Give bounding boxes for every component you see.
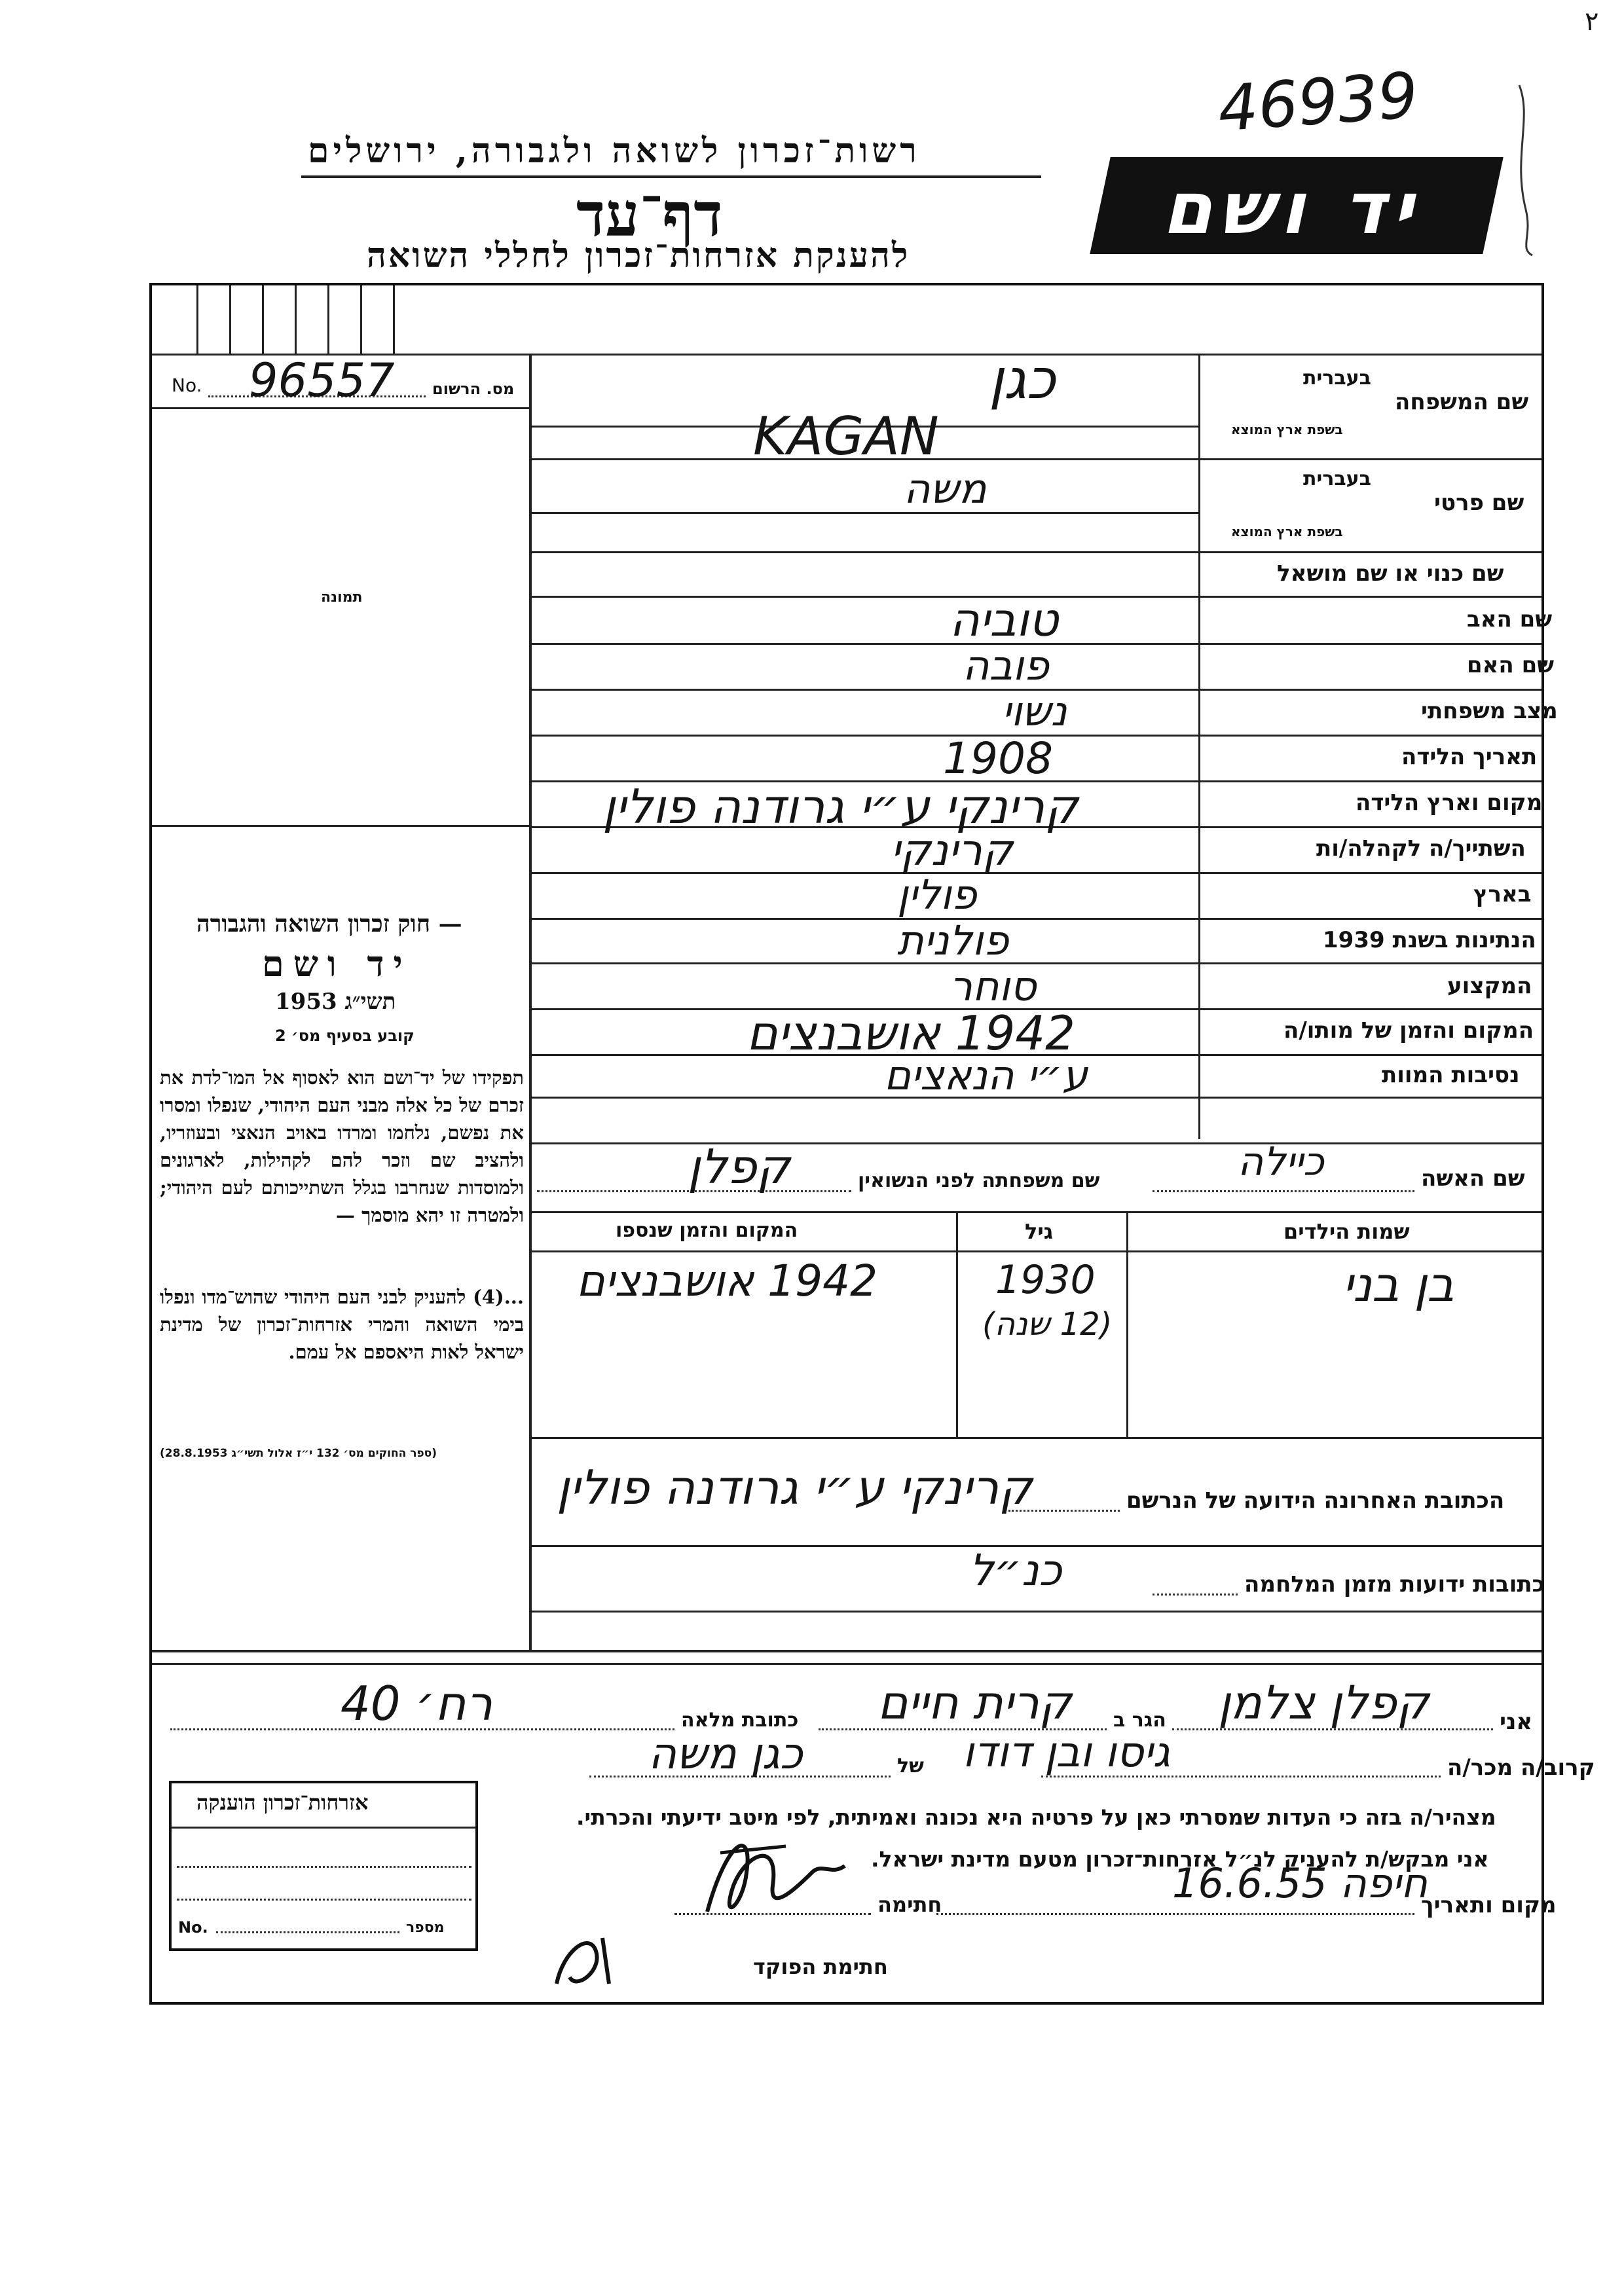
mother-name-value: פובה (963, 642, 1049, 689)
child-death-place-value: 1942 אושבנצים (576, 1256, 878, 1306)
photo-label: תמונה (321, 589, 363, 606)
first-name-hebrew-label: בעברית (1303, 467, 1371, 490)
community-value: קרינקי (891, 825, 1013, 875)
declarant-of-name-value: כגן משה (648, 1728, 803, 1779)
authority-name: רשות־זכרון לשואה ולגבורה, ירושלים (308, 131, 921, 171)
citizenship-number-label: מספר (406, 1920, 445, 1936)
wife-name-value: כיילה (1238, 1139, 1324, 1185)
law-paragraph-2: ...(4) להעניק לבני העם היהודי שהוש־מדו ונפלו בימי השואה והמרי אזרחות־זכרון של מדינת ישראל לאות היאספם אל עמם. (160, 1286, 524, 1363)
declarant-lives-in-label: הגר ב (1113, 1709, 1166, 1732)
profession-label: המקצוע (1447, 973, 1532, 999)
declarant-of-label: של (897, 1755, 924, 1777)
death-circumstances-label: נסיבות המוות (1382, 1062, 1520, 1088)
country-value: פולין (897, 871, 977, 919)
registration-number: 96557 (249, 354, 395, 407)
country-label: בארץ (1473, 881, 1532, 907)
law-title: יד ושם (262, 943, 412, 985)
declarant-city-value: קרית חיים (877, 1676, 1072, 1730)
last-address-label: הכתובת האחרונה הידועה של הנרשם (1126, 1487, 1505, 1514)
wife-name-label: שם האשה (1421, 1165, 1525, 1192)
family-name-hebrew-label: בעברית (1303, 367, 1371, 390)
father-name-value: טוביה (950, 593, 1059, 647)
children-place-header: המקום והזמן שנספו (616, 1219, 798, 1242)
birth-date-value: 1908 (943, 733, 1053, 784)
signature-label: חתימה (877, 1892, 942, 1917)
labels-column-divider (1198, 354, 1200, 1139)
first-name-origin-label: בשפת ארץ המוצא (1231, 524, 1343, 539)
war-addresses-value: כנ״ל (969, 1545, 1062, 1595)
first-name-label: שם פרטי (1434, 490, 1524, 516)
citizenship-no-label: No. (178, 1918, 208, 1937)
left-column-divider (529, 354, 532, 1650)
family-name-hebrew-value: כגן (989, 347, 1056, 411)
first-name-hebrew-value: משה (904, 465, 987, 513)
form-subtitle: להענקת אזרחות־זכרון לחללי השואה (367, 236, 910, 276)
marital-status-value: נשוי (1002, 687, 1067, 735)
yad-vashem-logo (1090, 157, 1503, 254)
citizenship-granted-title: אזרחות־זכרון הוענקה (196, 1790, 369, 1815)
declarant-i-label: אני (1500, 1709, 1533, 1735)
death-circumstances-value: ע״י הנאצים (884, 1051, 1088, 1099)
declarant-address-value: רח׳ 40 (341, 1676, 493, 1731)
request-text: אני מבקש/ת להעניק לנ״ל אזרחות־זכרון מטעם מדינת ישראל. (871, 1846, 1489, 1872)
family-name-label: שם המשפחה (1395, 389, 1529, 415)
wife-maiden-name-value: קפלן (688, 1139, 790, 1194)
archive-number: 46939 (1215, 58, 1420, 146)
death-place-time-label: המקום והזמן של מותו/ה (1283, 1017, 1534, 1044)
registration-label: מס. הרשום (432, 380, 515, 398)
child-name-value: בן בני (1342, 1257, 1454, 1312)
place-date-label: מקום ותאריך (1421, 1892, 1557, 1918)
citizenship-1939-value: פולנית (897, 917, 1009, 964)
logo-text: יד ושם (1158, 166, 1434, 250)
declarant-relation-label: קרוב/ה מכר/ה (1447, 1755, 1595, 1781)
family-name-origin-value: KAGAN (753, 406, 939, 467)
law-paragraph-1: תפקידו של יד־ושם הוא לאסוף אל המו־לדת את זכרם של כל אלה מבני העם היהודי, שנפלו ומסרו את נפשם, נלחמו ומרדו באויב הנאצי ובעוזריו, ולהציב שם וזכר להם לקהילות, לארגונים ולמוסדות שנחרבו בגלל השתייכותם לעם היהודי; ולמטרה זו יהא מוסמך — (160, 1066, 524, 1226)
child-age-note: (12 שנה) (982, 1306, 1113, 1343)
law-source: (ספר החוקים מס׳ 132 י״ז אלול תשי״ג 28.8.1953) (160, 1447, 437, 1460)
death-place-time-value: 1942 אושבנצים (747, 1006, 1075, 1061)
place-date-value: חיפה 16.6.55 (1172, 1859, 1428, 1907)
corner-mark: ۲ (1585, 7, 1599, 37)
form-title: דף־עד (576, 179, 723, 250)
family-name-origin-label: בשפת ארץ המוצא (1231, 422, 1343, 437)
war-addresses-label: כתובות ידועות מזמן המלחמה (1244, 1571, 1545, 1597)
mother-label: שם האם (1467, 652, 1555, 678)
profession-value: סוחר (950, 962, 1037, 1010)
nickname-label: שם כנוי או שם מושאל (1277, 560, 1504, 587)
citizenship-1939-label: הנתינות בשנת 1939 (1323, 927, 1536, 953)
corner-bracket-mark (1506, 79, 1545, 262)
marital-status-label: מצב משפחתי (1421, 698, 1558, 724)
officer-signature-label: חתימת הפוקד (753, 1954, 888, 1979)
officer-signature (544, 1925, 635, 1997)
children-age-header: גיל (1025, 1219, 1054, 1244)
birth-place-value: קרינקי ע״י גרודנה פולין (602, 779, 1079, 834)
declarant-signature (681, 1813, 851, 1944)
law-heading: — חוק זכרון השואה והגבורה (196, 910, 462, 938)
declaration-text: מצהיר/ה בזה כי העדות שמסרתי כאן על פרטיה היא נכונה ואמיתית, לפי מיטב ידיעתי והכרתי. (576, 1804, 1496, 1830)
child-age-value: 1930 (995, 1257, 1096, 1303)
declarant-full-address-label: כתובת מלאה (681, 1709, 799, 1732)
law-year: תשי״ג 1953 (275, 989, 396, 1015)
declarant-name-value: קפלן צלמן (1218, 1676, 1430, 1730)
birth-place-label: מקום וארץ הלידה (1356, 790, 1543, 816)
community-label: השתייך/ה לקהלה/ות (1316, 835, 1526, 862)
wife-maiden-name-label: שם משפחתה לפני הנשואין (858, 1169, 1100, 1192)
father-label: שם האב (1467, 606, 1553, 632)
children-names-header: שמות הילדים (1283, 1219, 1410, 1244)
last-address-value: קרינקי ע״י גרודנה פולין (557, 1460, 1033, 1515)
registration-no-label: No. (172, 374, 202, 396)
birth-date-label: תאריך הלידה (1401, 744, 1538, 770)
law-clause: קובע בסעיף מס׳ 2 (275, 1027, 415, 1045)
declarant-relation-value: גיסו ובן דודו (963, 1728, 1170, 1777)
